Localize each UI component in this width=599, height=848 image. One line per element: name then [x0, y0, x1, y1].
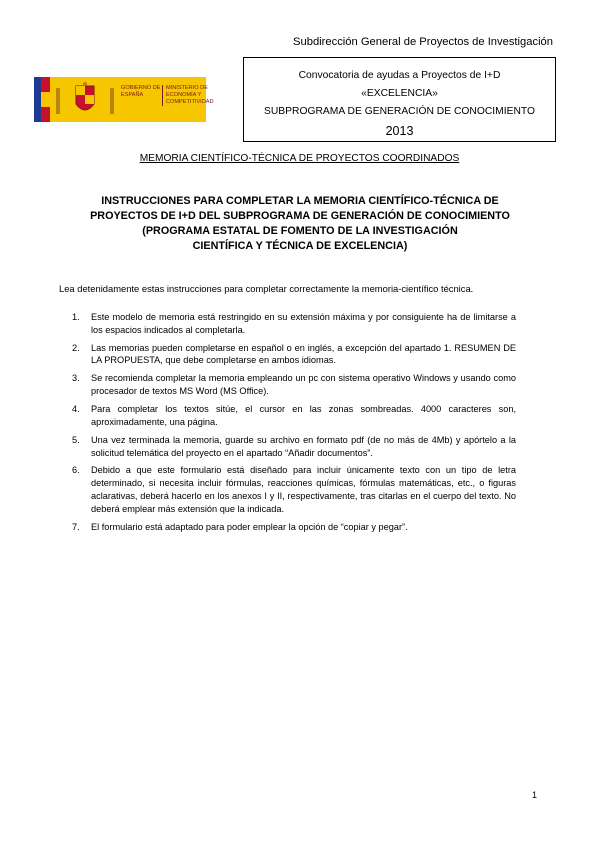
item-number: 7.: [72, 521, 80, 532]
item-text: Este modelo de memoria está restringido en su extensión máxima y por consiguiente ha de limitarse a los espacios indicados al completarla.: [91, 312, 516, 335]
coat-of-arms-icon: [54, 82, 116, 118]
call-info-box: [243, 57, 556, 142]
item-text: El formulario está adaptado para poder emplear la opción de “copiar y pegar”.: [91, 521, 408, 532]
item-number: 3.: [72, 373, 80, 384]
instructions-title: [50, 194, 550, 254]
item-text: Debido a que este formulario está diseñado para incluir únicamente texto con un tipo de letra determinado, si necesita incluir fórmulas, reacciones químicas, fórmulas matemáticas, etc., o figuras aclarativas, deberá hacerlo en los anexos I y II, respectivamente, tras citarlas en el cuerpo del texto. No deberá emplear más extensión que la indicada.: [91, 465, 516, 514]
item-number: 5.: [72, 434, 80, 445]
list-item: [72, 521, 516, 534]
government-logo: [34, 77, 214, 122]
instructions-title-line: CIENTÍFICA Y TÉCNICA DE EXCELENCIA): [192, 240, 408, 252]
call-year: 2013: [385, 124, 414, 138]
item-text: Se recomienda completar la memoria empleando un pc con sistema operativo Windows y usando como procesador de textos MS Word (MS Office).: [91, 373, 516, 397]
list-item: [72, 311, 516, 337]
call-subprogram: SUBPROGRAMA DE GENERACIÓN DE CONOCIMIENTO: [264, 106, 535, 117]
page-number: 1: [532, 790, 538, 800]
instructions-title-line: INSTRUCCIONES PARA COMPLETAR LA MEMORIA CIENTÍFICO-TÉCNICA DE: [101, 195, 499, 207]
item-text: Para completar los textos sitúe, el cursor en las zonas sombreadas. 4000 caracteres son, aproximadamente, una página.: [91, 404, 516, 427]
item-number: 2.: [72, 342, 80, 353]
ministry-text: MINISTERIO DE ECONOMÍA Y COMPETITIVIDAD: [162, 85, 212, 106]
list-item: [72, 342, 516, 368]
list-item: [72, 434, 516, 460]
item-number: 1.: [72, 312, 80, 322]
item-text: Una vez terminada la memoria, guarde su archivo en formato pdf (de no más de 4Mb) y apórtelo a la solicitud telemática del proyecto en el apartado “Añadir documentos”.: [91, 434, 516, 458]
instructions-list: [72, 311, 516, 539]
list-item: [72, 403, 516, 429]
memoria-title: MEMORIA CIENTÍFICO-TÉCNICA DE PROYECTOS COORDINADOS: [139, 153, 460, 164]
instructions-title-line: PROYECTOS DE I+D DEL SUBPROGRAMA DE GENERACIÓN DE CONOCIMIENTO: [90, 210, 510, 222]
flag-icon: [34, 77, 50, 122]
item-number: 4.: [72, 404, 80, 415]
call-title: Convocatoria de ayudas a Proyectos de I+D: [298, 70, 501, 81]
intro-text: Lea detenidamente estas instrucciones para completar correctamente la memoria-científico técnica.: [59, 283, 474, 294]
department-header: Subdirección General de Proyectos de Investigación: [293, 36, 553, 48]
instructions-title-line: (PROGRAMA ESTATAL DE FOMENTO DE LA INVESTIGACIÓN: [142, 225, 458, 237]
list-item: [72, 372, 516, 398]
list-item: [72, 464, 516, 515]
call-program: «EXCELENCIA»: [361, 88, 438, 99]
item-text: Las memorias pueden completarse en español o en inglés, a excepción del apartado 1. RESUMEN DE LA PROPUESTA, que debe completarse en ambos idiomas.: [91, 342, 516, 366]
government-text: GOBIERNO DE ESPAÑA: [121, 85, 161, 98]
item-number: 6.: [72, 465, 80, 476]
